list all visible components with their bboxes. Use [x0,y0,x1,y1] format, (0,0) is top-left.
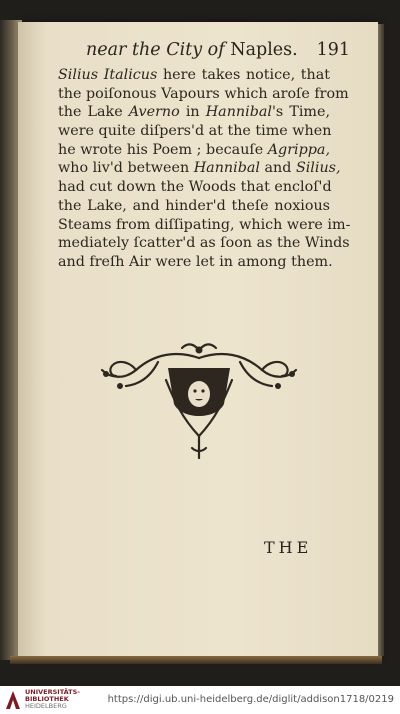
text-segment: the poiſonous Vapours which aroſe from [58,85,349,102]
running-head-place: Naples. [230,40,298,60]
text-segment: and [259,160,296,177]
text-line [58,159,341,178]
text-line [58,216,351,235]
text-segment: the Lake, and hinder'd theſe noxious [58,197,330,214]
text-line [58,234,350,253]
text-segment: had cut down the Woods that encloſ'd [58,179,332,196]
text-segment: Silius Italicus [58,67,158,83]
text-line [58,178,330,197]
catchword: THE [264,538,313,557]
text-line [58,141,330,160]
running-head: near the City of Naples. [86,40,298,60]
text-segment: Hannibal [193,160,260,177]
source-url-link[interactable]: https://digi.ub.uni-heidelberg.de/diglit/addison1718/0219 [107,694,394,705]
text-segment: mediately ſcatter'd as ſoon as the Winds [58,235,350,252]
book-bottom-edge [10,656,382,664]
text-segment: were quite diſpers'd at the time when [58,123,332,140]
text-segment: the Lake [58,104,129,121]
text-segment: he wrote his Poem ; becauſe [58,141,268,158]
text-segment: and freſh Air were let in among them. [58,253,333,270]
text-segment: 's Time, [271,104,330,121]
text-segment: Hannibal [205,104,272,121]
text-segment: Silius, [295,160,341,177]
text-line [58,122,330,141]
page-edge [378,24,384,656]
text-line [58,85,349,104]
ornament-tailpiece [96,340,302,464]
text-segment: here takes notice, that [157,67,330,83]
text-line [58,253,333,272]
page-number: 191 [316,40,350,60]
text-line [58,66,330,85]
library-logo-text: UNIVERSITÄTS- BIBLIOTHEK HEIDELBERG [25,688,80,711]
page-header [52,40,372,62]
footer-bar [0,686,400,714]
body-text [58,66,351,272]
university-logo-icon[interactable] [4,689,22,711]
text-segment: in [179,104,206,121]
text-line [58,197,330,216]
text-segment: who liv'd between [58,160,194,177]
text-line [58,103,330,122]
text-segment: Steams from diſſipating, which were im- [58,216,351,233]
text-segment: Averno [128,104,180,121]
text-segment: Agrippa, [267,141,330,158]
